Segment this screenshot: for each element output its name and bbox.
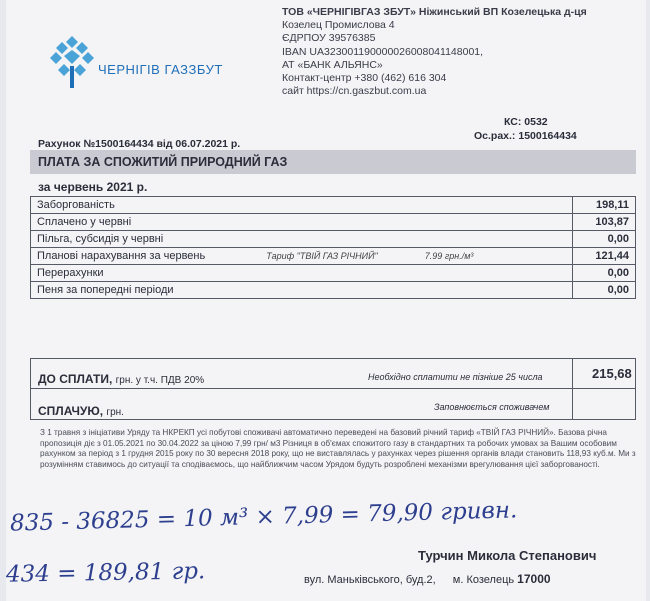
company-edrpou: ЄДРПОУ 39576385 — [282, 32, 376, 45]
company-bank: АТ «БАНК АЛЬЯНС» — [282, 58, 383, 71]
amount-due-value: 215,68 — [592, 366, 632, 381]
table-row — [31, 248, 636, 265]
table-row — [31, 265, 636, 282]
company-address: Козелец Промислова 4 — [282, 19, 395, 32]
row-label-with-tariff — [31, 248, 573, 265]
row-label: Пільга, субсидія у червні — [31, 231, 573, 248]
paying-sub: грн. — [106, 407, 124, 418]
row-label: Перерахунки — [31, 265, 573, 282]
bill-title: ПЛАТА ЗА СПОЖИТИЙ ПРИРОДНИЙ ГАЗ — [30, 150, 636, 174]
table-row — [31, 231, 636, 248]
customer-name: Турчин Микола Степанович — [418, 548, 597, 563]
logo-text: ЧЕРНІГІВ ГАЗЗБУТ — [98, 62, 223, 77]
row-value: 0,00 — [573, 265, 636, 282]
row-label: Сплачено у червні — [31, 214, 573, 231]
row-label: Пеня за попередні періоди — [31, 282, 573, 299]
row-value: 103,87 — [573, 214, 636, 231]
bill-period: за червень 2021 р. — [38, 180, 148, 194]
row-value: 121,44 — [573, 248, 636, 265]
row-value: 198,11 — [573, 197, 636, 214]
account-number: Ос.рах.: 1500164434 — [474, 130, 577, 142]
paying-label — [38, 404, 124, 418]
paying-title: СПЛАЧУЮ, — [38, 404, 104, 418]
customer-street: вул. Маньківського, буд.2, — [304, 574, 436, 586]
fine-print: З 1 травня з ініціативи Уряду та НКРЕКП усі побутові споживачі автоматично переведені на базовий річний тариф «ТВІЙ ГАЗ РІЧНИЙ». Базова річна пропозиція діє з 01.05.2021 по 30.04.2022 за ціною 7,99 грн/ м3 Різниця в об'ємах спожитого газу в стандартних та робочих умовах за Вашим особовим рахунком за період з 1 грудня 2015 року по 30 вересня 2018 року, що не виставлялась у рахунках через рішення органів влади становить 118,93 куб.м. Ми з розумінням ставимось до ситуації та сподіваємось, що найближчим часом Урядом будуть розроблені механізми врегулювання цієї заборгованості. — [40, 428, 636, 469]
row-value: 0,00 — [573, 231, 636, 248]
company-info — [282, 6, 650, 98]
amount-due-label — [38, 372, 204, 386]
handwritten-total: 434 = 189,81 гр. — [5, 558, 206, 588]
handwritten-calculation: 835 - 36825 = 10 м³ × 7,99 = 79,90 гривн. — [9, 497, 518, 537]
customer-city: м. Козелець — [452, 574, 515, 586]
amount-due-sub: грн. у т.ч. ПДВ 20% — [115, 375, 205, 386]
total-column-divider — [572, 358, 573, 420]
due-date-note: Необхідно сплатити не пізніше 25 числа — [368, 372, 543, 382]
ks-code: КС: 0532 — [504, 116, 548, 128]
invoice-number: Рахунок №1500164434 від 06.07.2021 р. — [38, 138, 241, 150]
tariff-rate: 7.99 грн./м³ — [424, 251, 474, 261]
table-row — [31, 197, 636, 214]
row-label: Планові нарахування за червень — [37, 250, 206, 262]
company-site: сайт https://cn.gaszbut.com.ua — [282, 85, 427, 98]
table-row — [31, 282, 636, 299]
total-divider — [30, 388, 636, 389]
company-contact: Контакт-центр +380 (462) 616 304 — [282, 72, 447, 85]
row-value: 0,00 — [573, 282, 636, 299]
charges-table — [30, 196, 636, 299]
paying-note: Заповнюється споживачем — [434, 402, 550, 412]
invoice-sheet — [6, 0, 646, 601]
table-row — [31, 214, 636, 231]
tariff-name: Тариф "ТВІЙ ГАЗ РІЧНИЙ" — [266, 251, 378, 261]
customer-zip: 17000 — [517, 572, 551, 586]
company-iban: IBAN UA323001190000026008041148001, — [282, 45, 484, 58]
row-label: Заборгованість — [31, 197, 573, 214]
customer-address — [304, 572, 551, 586]
amount-due-title: ДО СПЛАТИ, — [38, 372, 113, 386]
company-name: ТОВ «ЧЕРНІГІВГАЗ ЗБУТ» Ніжинський ВП Козелецька д-ця — [282, 6, 587, 18]
